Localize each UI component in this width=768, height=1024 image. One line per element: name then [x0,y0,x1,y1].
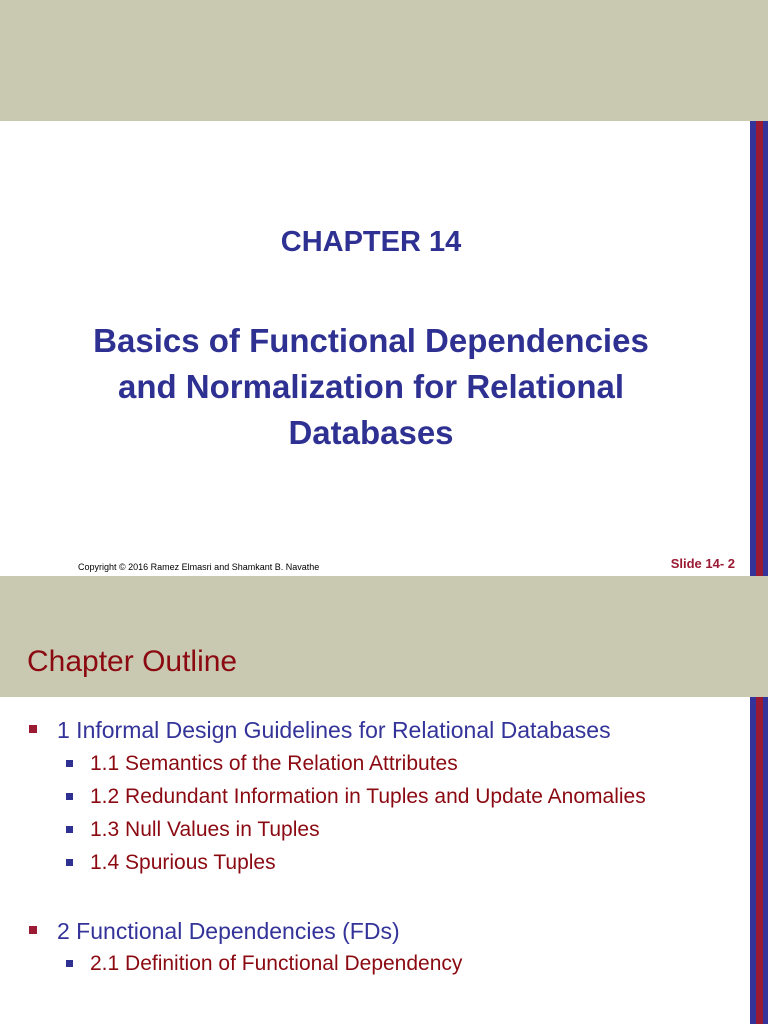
chapter-title [20,318,722,456]
square-bullet-icon [29,725,37,733]
outline-subitem-label: 1.2 Redundant Information in Tuples and Update Anomalies [90,785,646,808]
stripe-red [756,697,763,1024]
outline-slide [0,576,768,1024]
outline-subitem-label: 1.1 Semantics of the Relation Attributes [90,752,458,775]
outline-subitem-label: 2.1 Definition of Functional Dependency [90,952,463,975]
copyright-notice: Copyright © 2016 Ramez Elmasri and Shamkant B. Navathe [78,562,320,572]
stripe-red [756,121,763,576]
outline-subitem-label: 1.4 Spurious Tuples [90,851,276,874]
square-bullet-icon [66,793,73,800]
square-bullet-icon [66,859,73,866]
side-stripes [750,697,768,1024]
chapter-title-line: Databases [288,414,454,451]
slide-number: Slide 14- 2 [670,556,735,571]
chapter-title-line: Basics of Functional Dependencies [93,322,649,359]
chapter-number: CHAPTER 14 [280,226,462,258]
square-bullet-icon [66,826,73,833]
outline-item-label: 1 Informal Design Guidelines for Relational Databases [57,717,611,743]
header-band [0,0,768,121]
stripe-blue [763,121,768,576]
square-bullet-icon [66,960,73,967]
outline-title: Chapter Outline [27,645,238,678]
square-bullet-icon [29,926,37,934]
side-stripes [750,121,768,576]
stripe-blue [763,697,768,1024]
chapter-title-line: and Normalization for Relational [117,368,625,405]
outline-item-label: 2 Functional Dependencies (FDs) [57,918,400,944]
square-bullet-icon [66,760,73,767]
outline-subitem-label: 1.3 Null Values in Tuples [90,818,320,841]
